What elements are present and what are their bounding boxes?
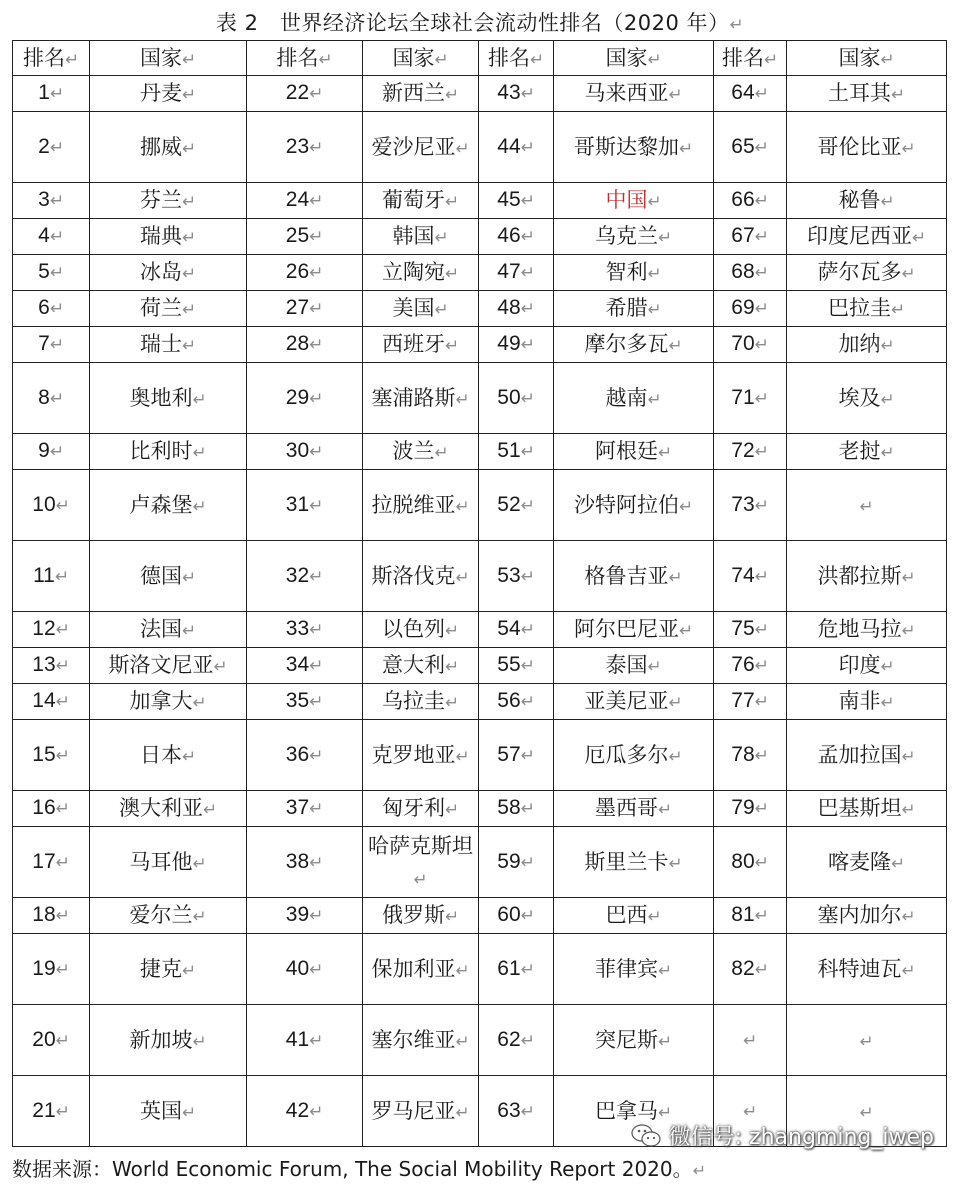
country-cell: 罗马尼亚↵ — [363, 1076, 479, 1147]
country-cell: 德国↵ — [90, 541, 247, 612]
header-rank: 排名↵ — [247, 41, 363, 76]
rank-cell: 59↵ — [479, 827, 554, 898]
table-row — [13, 470, 947, 541]
rank-cell: 37↵ — [247, 791, 363, 827]
country-cell: 巴基斯坦↵ — [787, 791, 947, 827]
country-cell: 塞内加尔↵ — [787, 898, 947, 934]
country-cell: 阿根廷↵ — [554, 434, 714, 470]
rank-cell: 20↵ — [13, 1005, 90, 1076]
rank-cell: ↵ — [714, 1076, 787, 1147]
rank-cell: 72↵ — [714, 434, 787, 470]
country-cell: 阿尔巴尼亚↵ — [554, 612, 714, 648]
rank-cell: 53↵ — [479, 541, 554, 612]
rank-cell: 36↵ — [247, 720, 363, 791]
table-row — [13, 898, 947, 934]
rank-cell: 48↵ — [479, 291, 554, 327]
country-cell: 斯洛伐克↵ — [363, 541, 479, 612]
country-cell: 立陶宛↵ — [363, 255, 479, 291]
country-cell: 巴拉圭↵ — [787, 291, 947, 327]
wechat-logo-icon — [631, 1123, 661, 1149]
country-cell: 卢森堡↵ — [90, 470, 247, 541]
country-cell: 泰国↵ — [554, 648, 714, 684]
table-row — [13, 363, 947, 434]
country-cell: 埃及↵ — [787, 363, 947, 434]
table-row — [13, 1005, 947, 1076]
ranking-table-body — [13, 76, 947, 1147]
country-cell: 亚美尼亚↵ — [554, 684, 714, 720]
country-cell: 荷兰↵ — [90, 291, 247, 327]
header-rank: 排名↵ — [714, 41, 787, 76]
table-row — [13, 934, 947, 1005]
country-cell: 奥地利↵ — [90, 363, 247, 434]
country-cell: 洪都拉斯↵ — [787, 541, 947, 612]
rank-cell: 3↵ — [13, 183, 90, 219]
country-cell: 拉脱维亚↵ — [363, 470, 479, 541]
country-cell: 突尼斯↵ — [554, 1005, 714, 1076]
country-cell: 波兰↵ — [363, 434, 479, 470]
rank-cell: 31↵ — [247, 470, 363, 541]
rank-cell: 76↵ — [714, 648, 787, 684]
header-country: 国家↵ — [90, 41, 247, 76]
rank-cell: 46↵ — [479, 219, 554, 255]
rank-cell: 6↵ — [13, 291, 90, 327]
header-country: 国家↵ — [554, 41, 714, 76]
rank-cell: 24↵ — [247, 183, 363, 219]
country-cell: 格鲁吉亚↵ — [554, 541, 714, 612]
rank-cell: 22↵ — [247, 76, 363, 112]
highlighted-country: 中国 — [605, 188, 648, 212]
rank-cell: ↵ — [714, 1005, 787, 1076]
country-cell: 丹麦↵ — [90, 76, 247, 112]
table-row — [13, 791, 947, 827]
country-cell: 印度↵ — [787, 648, 947, 684]
rank-cell: 25↵ — [247, 219, 363, 255]
table-row — [13, 827, 947, 898]
paragraph-mark: ↵ — [729, 14, 745, 34]
rank-cell: 35↵ — [247, 684, 363, 720]
country-cell: 厄瓜多尔↵ — [554, 720, 714, 791]
country-cell: 瑞典↵ — [90, 219, 247, 255]
rank-cell: 4↵ — [13, 219, 90, 255]
table-row — [13, 327, 947, 363]
rank-cell: 5↵ — [13, 255, 90, 291]
rank-cell: 75↵ — [714, 612, 787, 648]
country-cell: 韩国↵ — [363, 219, 479, 255]
rank-cell: 34↵ — [247, 648, 363, 684]
country-cell: 巴西↵ — [554, 898, 714, 934]
country-cell: 新西兰↵ — [363, 76, 479, 112]
country-cell: ↵ — [787, 1076, 947, 1147]
country-cell: 菲律宾↵ — [554, 934, 714, 1005]
rank-cell: 69↵ — [714, 291, 787, 327]
country-cell: 乌克兰↵ — [554, 219, 714, 255]
data-source-text: 数据来源：World Economic Forum, The Social Mobility Report 2020。 — [12, 1157, 693, 1181]
watermark-text: 微信号: zhangming_iwep — [668, 1125, 934, 1150]
rank-cell: 74↵ — [714, 541, 787, 612]
rank-cell: 43↵ — [479, 76, 554, 112]
rank-cell: 9↵ — [13, 434, 90, 470]
rank-cell: 73↵ — [714, 470, 787, 541]
rank-cell: 50↵ — [479, 363, 554, 434]
header-rank: 排名↵ — [13, 41, 90, 76]
rank-cell: 65↵ — [714, 112, 787, 183]
country-cell: 科特迪瓦↵ — [787, 934, 947, 1005]
country-cell: 捷克↵ — [90, 934, 247, 1005]
country-cell: 葡萄牙↵ — [363, 183, 479, 219]
rank-cell: 19↵ — [13, 934, 90, 1005]
rank-cell: 26↵ — [247, 255, 363, 291]
table-row — [13, 434, 947, 470]
country-cell: 摩尔多瓦↵ — [554, 327, 714, 363]
country-cell: ↵ — [787, 470, 947, 541]
rank-cell: 40↵ — [247, 934, 363, 1005]
rank-cell: 80↵ — [714, 827, 787, 898]
rank-cell: 55↵ — [479, 648, 554, 684]
rank-cell: 77↵ — [714, 684, 787, 720]
rank-cell: 30↵ — [247, 434, 363, 470]
rank-cell: 67↵ — [714, 219, 787, 255]
country-cell: 日本↵ — [90, 720, 247, 791]
header-rank: 排名↵ — [479, 41, 554, 76]
country-cell: 俄罗斯↵ — [363, 898, 479, 934]
country-cell: 希腊↵ — [554, 291, 714, 327]
rank-cell: 27↵ — [247, 291, 363, 327]
rank-cell: 29↵ — [247, 363, 363, 434]
country-cell: 瑞士↵ — [90, 327, 247, 363]
country-cell: 越南↵ — [554, 363, 714, 434]
rank-cell: 61↵ — [479, 934, 554, 1005]
country-cell: 老挝↵ — [787, 434, 947, 470]
country-cell: 中国↵ — [554, 183, 714, 219]
rank-cell: 66↵ — [714, 183, 787, 219]
country-cell: 意大利↵ — [363, 648, 479, 684]
country-cell: 芬兰↵ — [90, 183, 247, 219]
rank-cell: 41↵ — [247, 1005, 363, 1076]
rank-cell: 15↵ — [13, 720, 90, 791]
country-cell: 澳大利亚↵ — [90, 791, 247, 827]
country-cell: 爱尔兰↵ — [90, 898, 247, 934]
rank-cell: 2↵ — [13, 112, 90, 183]
country-cell: ↵ — [787, 1005, 947, 1076]
country-cell: 萨尔瓦多↵ — [787, 255, 947, 291]
country-cell: 沙特阿拉伯↵ — [554, 470, 714, 541]
country-cell: 加拿大↵ — [90, 684, 247, 720]
rank-cell: 23↵ — [247, 112, 363, 183]
country-cell: 以色列↵ — [363, 612, 479, 648]
rank-cell: 32↵ — [247, 541, 363, 612]
rank-cell: 42↵ — [247, 1076, 363, 1147]
country-cell: 印度尼西亚↵ — [787, 219, 947, 255]
country-cell: 墨西哥↵ — [554, 791, 714, 827]
country-cell: 乌拉圭↵ — [363, 684, 479, 720]
paragraph-mark: ↵ — [692, 1161, 707, 1180]
country-cell: 美国↵ — [363, 291, 479, 327]
header-country: 国家↵ — [363, 41, 479, 76]
table-row — [13, 720, 947, 791]
country-cell: 匈牙利↵ — [363, 791, 479, 827]
header-row — [13, 41, 947, 76]
country-cell: 新加坡↵ — [90, 1005, 247, 1076]
rank-cell: 82↵ — [714, 934, 787, 1005]
rank-cell: 44↵ — [479, 112, 554, 183]
rank-cell: 7↵ — [13, 327, 90, 363]
country-cell: 冰岛↵ — [90, 255, 247, 291]
rank-cell: 64↵ — [714, 76, 787, 112]
rank-cell: 13↵ — [13, 648, 90, 684]
rank-cell: 81↵ — [714, 898, 787, 934]
country-cell: 哥伦比亚↵ — [787, 112, 947, 183]
rank-cell: 33↵ — [247, 612, 363, 648]
country-cell: 马耳他↵ — [90, 827, 247, 898]
table-row — [13, 291, 947, 327]
rank-cell: 70↵ — [714, 327, 787, 363]
country-cell: 克罗地亚↵ — [363, 720, 479, 791]
rank-cell: 12↵ — [13, 612, 90, 648]
country-cell: 南非↵ — [787, 684, 947, 720]
country-cell: 斯里兰卡↵ — [554, 827, 714, 898]
rank-cell: 78↵ — [714, 720, 787, 791]
rank-cell: 57↵ — [479, 720, 554, 791]
table-row — [13, 612, 947, 648]
country-cell: 西班牙↵ — [363, 327, 479, 363]
rank-cell: 58↵ — [479, 791, 554, 827]
table-row — [13, 183, 947, 219]
table-row — [13, 112, 947, 183]
country-cell: 孟加拉国↵ — [787, 720, 947, 791]
rank-cell: 71↵ — [714, 363, 787, 434]
country-cell: 塞尔维亚↵ — [363, 1005, 479, 1076]
rank-cell: 49↵ — [479, 327, 554, 363]
rank-cell: 45↵ — [479, 183, 554, 219]
rank-cell: 39↵ — [247, 898, 363, 934]
table-title-text: 表 2 世界经济论坛全球社会流动性排名（2020 年） — [215, 11, 730, 35]
rank-cell: 79↵ — [714, 791, 787, 827]
rank-cell: 56↵ — [479, 684, 554, 720]
country-cell: 哥斯达黎加↵ — [554, 112, 714, 183]
country-cell: 保加利亚↵ — [363, 934, 479, 1005]
data-source-note — [12, 1155, 706, 1185]
rank-cell: 60↵ — [479, 898, 554, 934]
country-cell: 斯洛文尼亚↵ — [90, 648, 247, 684]
rank-cell: 1↵ — [13, 76, 90, 112]
rank-cell: 16↵ — [13, 791, 90, 827]
rank-cell: 21↵ — [13, 1076, 90, 1147]
country-cell: 加纳↵ — [787, 327, 947, 363]
country-cell: 英国↵ — [90, 1076, 247, 1147]
table-row — [13, 255, 947, 291]
wechat-watermark — [631, 1120, 934, 1151]
table-title — [0, 8, 960, 39]
rank-cell: 68↵ — [714, 255, 787, 291]
rank-cell: 62↵ — [479, 1005, 554, 1076]
country-cell: 秘鲁↵ — [787, 183, 947, 219]
country-cell: 哈萨克斯坦↵ — [363, 827, 479, 898]
country-cell: 爱沙尼亚↵ — [363, 112, 479, 183]
rank-cell: 54↵ — [479, 612, 554, 648]
rank-cell: 28↵ — [247, 327, 363, 363]
table-row — [13, 648, 947, 684]
header-country: 国家↵ — [787, 41, 947, 76]
table-row — [13, 541, 947, 612]
rank-cell: 63↵ — [479, 1076, 554, 1147]
country-cell: 比利时↵ — [90, 434, 247, 470]
rank-cell: 10↵ — [13, 470, 90, 541]
country-cell: 塞浦路斯↵ — [363, 363, 479, 434]
country-cell: 法国↵ — [90, 612, 247, 648]
country-cell: 挪威↵ — [90, 112, 247, 183]
country-cell: 土耳其↵ — [787, 76, 947, 112]
table-row — [13, 76, 947, 112]
rank-cell: 18↵ — [13, 898, 90, 934]
rank-cell: 38↵ — [247, 827, 363, 898]
country-cell: 智利↵ — [554, 255, 714, 291]
rank-cell: 11↵ — [13, 541, 90, 612]
rank-cell: 52↵ — [479, 470, 554, 541]
country-cell: 巴拿马↵ — [554, 1076, 714, 1147]
rank-cell: 47↵ — [479, 255, 554, 291]
country-cell: 喀麦隆↵ — [787, 827, 947, 898]
table-row — [13, 684, 947, 720]
country-cell: 危地马拉↵ — [787, 612, 947, 648]
table-row — [13, 219, 947, 255]
country-cell: 马来西亚↵ — [554, 76, 714, 112]
rank-cell: 14↵ — [13, 684, 90, 720]
rank-cell: 8↵ — [13, 363, 90, 434]
ranking-table — [12, 40, 947, 1147]
rank-cell: 51↵ — [479, 434, 554, 470]
rank-cell: 17↵ — [13, 827, 90, 898]
